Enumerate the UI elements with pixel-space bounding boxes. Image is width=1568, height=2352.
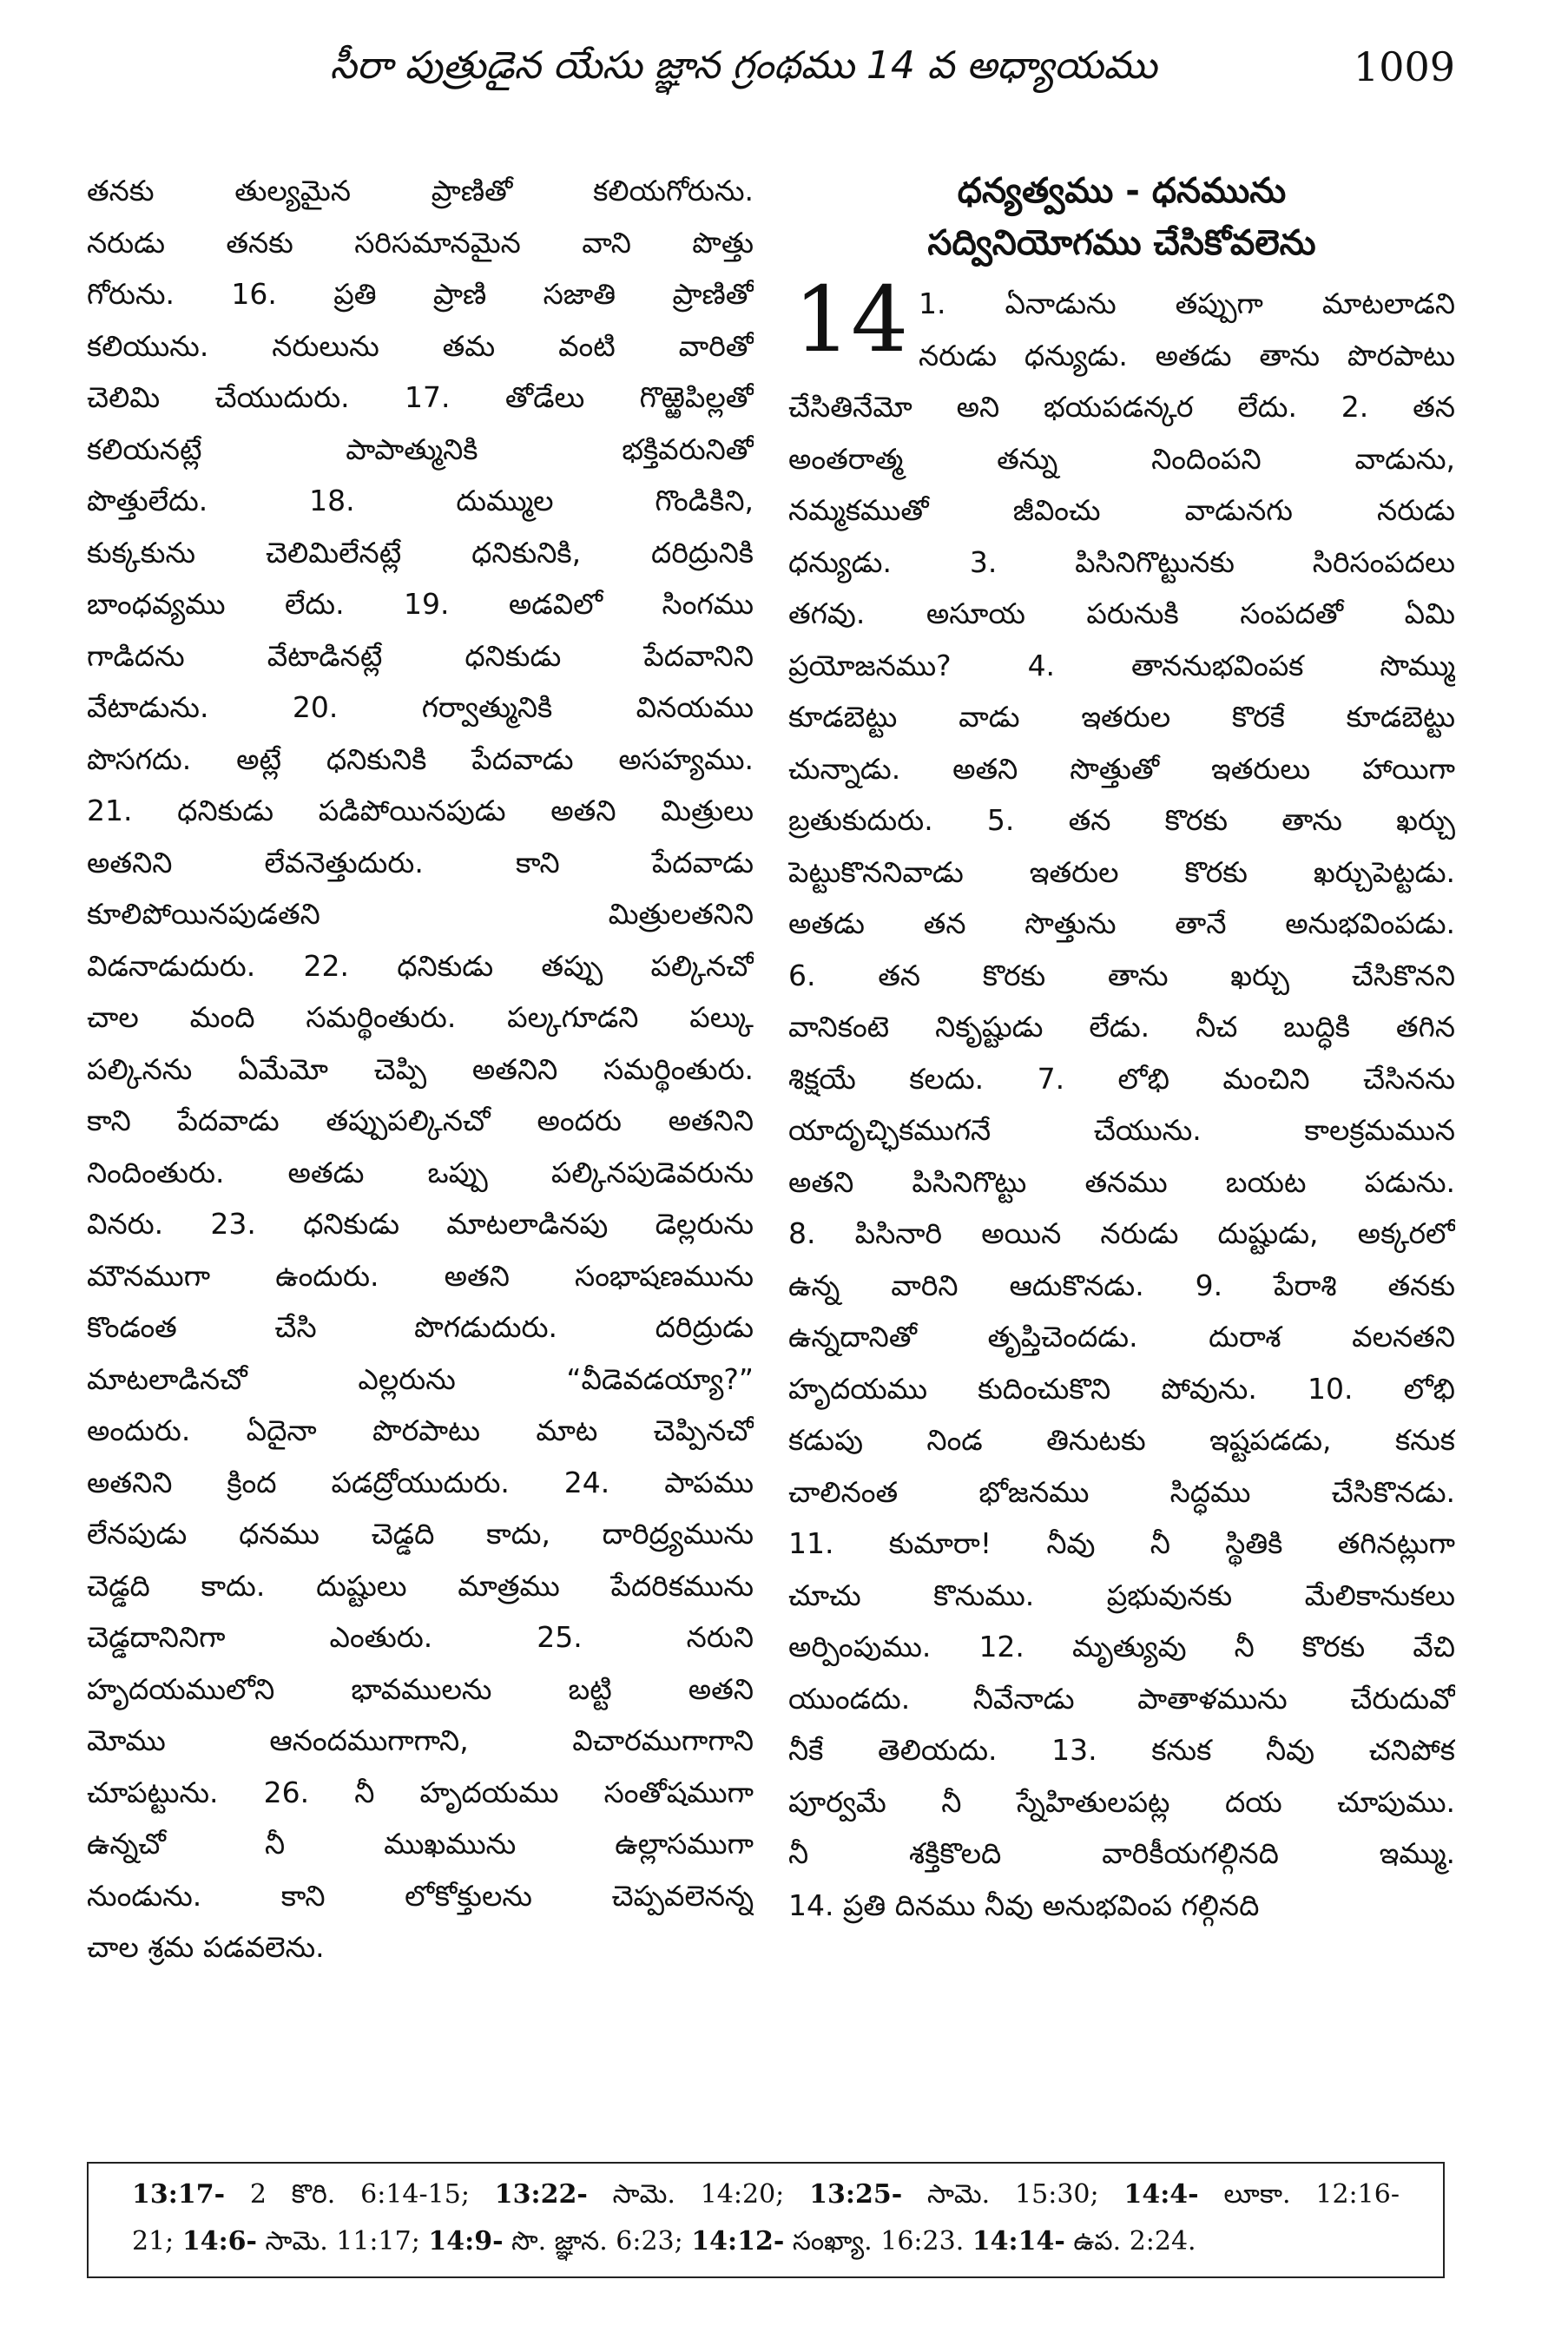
text-line: 1. ఏనాడును తప్పుగా మాటలాడని: [919, 287, 1455, 320]
text-line: చాలినంత భోజనము సిద్ధము చేసికొనడు.: [788, 1474, 1455, 1509]
text-line: చాల శ్రమ పడవలెను.: [87, 1930, 325, 1964]
text-line: చూపట్టును. 26. నీ హృదయము సంతోషముగా: [87, 1775, 754, 1809]
cross-reference-text: ఉప. 2:24.: [1064, 2226, 1196, 2256]
text-line: కుక్కకును చెలిమిలేనట్లే ధనికునికి, దరిద్రునికి: [87, 535, 754, 570]
text-line: కాని పేదవాడు తప్పుపల్కినచో అందరు అతనిని: [87, 1104, 754, 1137]
cross-reference-label: 14:6-: [181, 2226, 257, 2256]
cross-reference-text: సంఖ్యా. 16:23.: [784, 2226, 972, 2256]
text-line: అతనిని లేవనెత్తుదురు. కాని పేదవాడు: [87, 845, 754, 880]
text-line: లేనపుడు ధనము చెడ్డది కాదు, దారిద్ర్యమును: [87, 1517, 754, 1551]
text-line: విడనాడుదురు. 22. ధనికుడు తప్పు పల్కినచో: [87, 948, 754, 983]
text-line: నుండును. కాని లోకోక్తులను చెప్పవలెనన్న: [87, 1878, 754, 1913]
text-line: నమ్మకముతో జీవించు వాడునగు నరుడు: [788, 493, 1455, 527]
text-line: పూర్వమే నీ స్నేహితులపట్ల దయ చూపుము.: [788, 1784, 1455, 1819]
text-line: హృదయములోని భావములను బట్టి అతని: [87, 1671, 754, 1706]
text-line: ప్రయోజనము? 4. తాననుభవింపక సొమ్ము: [788, 648, 1455, 682]
text-line: పల్కినను ఏమేమో చెప్పి అతనిని సమర్థింతురు.: [87, 1051, 754, 1086]
text-line: పొసగదు. అట్లే ధనికునికి పేదవాడు అసహ్యము.: [87, 741, 754, 776]
text-line: చూచు కొనుము. ప్రభువునకు మేలికానుకలు: [788, 1578, 1455, 1612]
text-line: అర్పింపుము. 12. మృత్యువు నీ కొరకు వేచి: [788, 1630, 1455, 1664]
cross-reference-text: సామె. 15:30;: [902, 2179, 1124, 2210]
cross-reference-label: 14:14-: [972, 2226, 1065, 2256]
text-line: తనకు తుల్యమైన ప్రాణితో కలియగోరును.: [87, 174, 754, 208]
text-line: బ్రతుకుదురు. 5. తన కొరకు తాను ఖర్చు: [788, 803, 1455, 837]
text-line: వేటాడును. 20. గర్వాత్మునికి వినయము: [87, 690, 754, 724]
text-line: అతని పిసినిగొట్టు తనము బయట పడును.: [788, 1164, 1455, 1199]
text-line: యాదృచ్ఛికముగనే చేయును. కాలక్రమమున: [788, 1113, 1455, 1147]
text-line: చెడ్డదానినిగా ఎంతురు. 25. నరుని: [87, 1620, 754, 1654]
text-line: కలియనట్లే పాపాత్మునికి భక్తివరునితో: [87, 432, 754, 466]
right-column-body: [788, 381, 1455, 1931]
text-line: తగవు. అసూయ పరునుకి సంపదతో ఏమి: [788, 596, 1455, 630]
text-line: గోరును. 16. ప్రతి ప్రాణి సజాతి ప్రాణితో: [87, 277, 754, 311]
chapter-number: 14: [794, 267, 909, 372]
cross-reference-text: లూకా. 12:16-: [1198, 2179, 1400, 2210]
text-line: వానికంటె నికృష్టుడు లేడు. నీచ బుద్ధికి తగిన: [788, 1010, 1455, 1044]
text-line: చెలిమి చేయుదురు. 17. తోడేలు గొఱ్ఱెపిల్లతో: [87, 380, 754, 414]
text-line: అతనిని క్రింద పడద్రోయుదురు. 24. పాపము: [87, 1465, 754, 1499]
left-column: [87, 165, 754, 1973]
page-header: [0, 43, 1568, 113]
cross-reference-label: 13:22-: [494, 2179, 588, 2210]
text-line: నరుడు తనకు సరిసమానమైన వాని పొత్తు: [87, 225, 754, 260]
chapter-opening: [788, 267, 1455, 381]
text-line: కొండంత చేసి పొగడుదురు. దరిద్రుడు: [87, 1310, 754, 1344]
text-line: ధన్యుడు. 3. పిసినిగొట్టునకు సిరిసంపదలు: [788, 544, 1455, 579]
text-line: 6. తన కొరకు తాను ఖర్చు చేసికొనని: [788, 958, 1455, 992]
cross-reference-label: 14:12-: [691, 2226, 785, 2256]
text-line: 21. ధనికుడు పడిపోయినపుడు అతని మిత్రులు: [87, 794, 754, 827]
cross-reference-label: 14:4-: [1123, 2179, 1199, 2210]
text-line: చాల మంది సమర్థింతురు. పల్కగూడని పల్కు: [87, 1000, 754, 1034]
text-line: ఉన్నచో నీ ముఖమును ఉల్లాసముగా: [87, 1827, 754, 1861]
text-line: బాంధవ్యము లేదు. 19. అడవిలో సింగము: [87, 587, 754, 621]
text-line: కూలిపోయినపుడతని మిత్రులతనిని: [87, 897, 754, 931]
cross-reference-line-1: [132, 2179, 1400, 2216]
text-line: మోము ఆనందముగాగాని, విచారముగాగాని: [87, 1723, 754, 1757]
cross-reference-label: 14:9-: [428, 2226, 504, 2256]
text-line: మాటలాడినచో ఎల్లరును “వీడెవడయ్యా?”: [87, 1361, 754, 1396]
text-line: మౌనముగా ఉందురు. అతని సంభాషణమును: [87, 1258, 754, 1293]
cross-reference-box: [87, 2162, 1445, 2278]
section-heading-line-1: ధన్యత్వము - ధనమును: [957, 171, 1287, 211]
cross-reference-line-2: [132, 2226, 1400, 2263]
text-line: నీ శక్తికొలది వారికీయగల్గినది ఇమ్ము.: [788, 1836, 1455, 1870]
text-line: అంతరాత్మ తన్ను నిందింపని వాడును,: [788, 441, 1455, 476]
right-column: [788, 165, 1455, 1931]
text-line: నీకే తెలియదు. 13. కనుక నీవు చనిపోక: [788, 1733, 1455, 1767]
text-line: పెట్టుకొననివాడు ఇతరుల కొరకు ఖర్చుపెట్టడు.: [788, 854, 1455, 889]
cross-reference-text: సొ. జ్ఞాన. 6:23;: [503, 2226, 692, 2256]
text-line: నరుడు ధన్యుడు. అతడు తాను పొరపాటు: [919, 338, 1455, 372]
text-line: గాడిదను వేటాడినట్లే ధనికుడు పేదవానిని: [87, 638, 754, 673]
cross-reference-label: 13:17-: [132, 2179, 226, 2210]
text-line: ఉన్నదానితో తృప్తిచెందడు. దురాశ వలనతని: [788, 1320, 1455, 1354]
section-heading-line-2: సద్వినియోగము చేసికోవలెను: [927, 223, 1316, 263]
cross-reference-text: 2 కొరి. 6:14-15;: [225, 2179, 495, 2210]
text-line: అతడు తన సొత్తును తానే అనుభవింపడు.: [788, 906, 1455, 940]
cross-reference-text: 21;: [132, 2226, 182, 2256]
text-line: యుండదు. నీవేనాడు పాతాళమును చేరుదువో: [788, 1681, 1455, 1716]
text-line: వినరు. 23. ధనికుడు మాటలాడినపు డెల్లరును: [87, 1207, 754, 1241]
text-line: శిక్షయే కలదు. 7. లోభి మంచిని చేసినను: [788, 1061, 1455, 1096]
text-line: చున్నాడు. అతని సొత్తుతో ఇతరులు హాయిగా: [788, 751, 1455, 786]
text-line: అందురు. ఏదైనా పొరపాటు మాట చెప్పినచో: [87, 1413, 754, 1447]
text-line: కూడబెట్టు వాడు ఇతరుల కొరకే కూడబెట్టు: [788, 700, 1455, 734]
text-line: 14. ప్రతి దినము నీవు అనుభవింప గల్గినది: [788, 1888, 1260, 1922]
page-number: 1009: [1353, 43, 1455, 90]
text-line: చెడ్డది కాదు. దుష్టులు మాత్రము పేదరికమును: [87, 1568, 754, 1603]
text-line: ఉన్న వారిని ఆదుకొనడు. 9. పేరాశి తనకు: [788, 1268, 1455, 1302]
text-line: కలియును. నరులును తమ వంటి వారితో: [87, 328, 754, 363]
text-line: పొత్తులేదు. 18. దుమ్ముల గొండికిని,: [87, 484, 754, 517]
running-title: సీరా పుత్రుడైన యేసు జ్ఞాన గ్రంథము 14 వ అధ్యాయము: [330, 43, 1157, 88]
cross-reference-label: 13:25-: [809, 2179, 903, 2210]
cross-reference-text: సామె. 14:20;: [587, 2179, 810, 2210]
text-line: హృదయము కుదించుకొని పోవును. 10. లోభి: [788, 1371, 1455, 1406]
text-line: 11. కుమారా! నీవు నీ స్థితికి తగినట్లుగా: [788, 1526, 1455, 1560]
text-line: చేసితినేమో అని భయపడన్కర లేదు. 2. తన: [788, 390, 1455, 424]
text-line: నిందింతురు. అతడు ఒప్పు పల్కినపుడెవరును: [87, 1155, 754, 1189]
text-line: 8. పిసినారి అయిన నరుడు దుష్టుడు, అక్కరలో: [788, 1216, 1455, 1250]
text-line: కడుపు నిండ తినుటకు ఇష్టపడడు, కనుక: [788, 1423, 1455, 1457]
cross-reference-text: సామె. 11:17;: [256, 2226, 429, 2256]
